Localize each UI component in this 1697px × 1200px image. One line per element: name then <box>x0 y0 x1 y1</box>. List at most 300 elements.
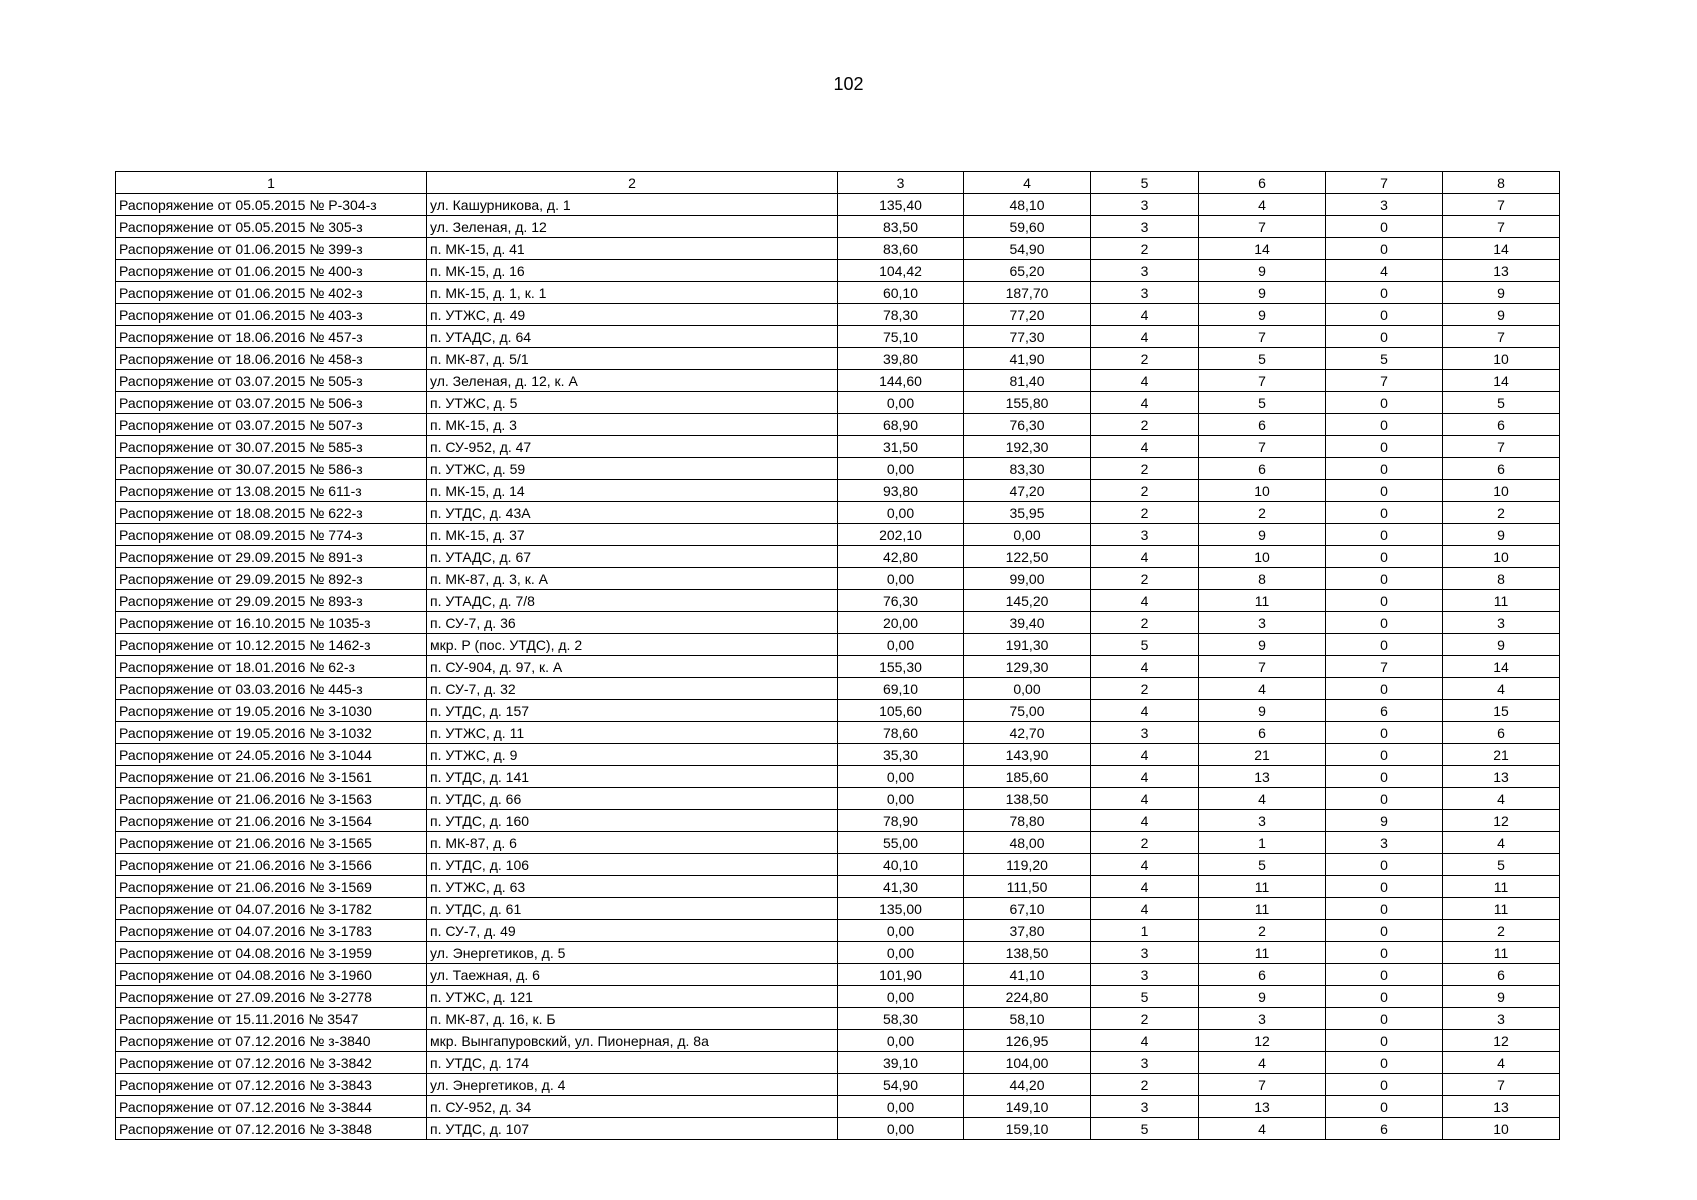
document-cell: Распоряжение от 19.05.2016 № 3-1032 <box>116 722 427 744</box>
value-col5-cell: 3 <box>1091 722 1199 744</box>
value-col8-cell: 7 <box>1443 326 1560 348</box>
value-col6-cell: 7 <box>1199 326 1326 348</box>
value-col6-cell: 6 <box>1199 722 1326 744</box>
value-col4-cell: 192,30 <box>964 436 1091 458</box>
value-col4-cell: 99,00 <box>964 568 1091 590</box>
table-row <box>116 832 1560 854</box>
value-col3-cell: 0,00 <box>838 788 964 810</box>
value-col5-cell: 4 <box>1091 854 1199 876</box>
value-col8-cell: 12 <box>1443 810 1560 832</box>
document-cell: Распоряжение от 21.06.2016 № 3-1563 <box>116 788 427 810</box>
value-col8-cell: 6 <box>1443 414 1560 436</box>
value-col3-cell: 0,00 <box>838 920 964 942</box>
value-col4-cell: 129,30 <box>964 656 1091 678</box>
header-row <box>116 172 1560 194</box>
address-cell: п. УТДС, д. 157 <box>427 700 838 722</box>
value-col6-cell: 9 <box>1199 304 1326 326</box>
value-col3-cell: 93,80 <box>838 480 964 502</box>
value-col5-cell: 2 <box>1091 832 1199 854</box>
value-col4-cell: 37,80 <box>964 920 1091 942</box>
table-row <box>116 414 1560 436</box>
table-row <box>116 1008 1560 1030</box>
value-col3-cell: 60,10 <box>838 282 964 304</box>
value-col8-cell: 9 <box>1443 304 1560 326</box>
table-row <box>116 1074 1560 1096</box>
document-cell: Распоряжение от 19.05.2016 № 3-1030 <box>116 700 427 722</box>
value-col4-cell: 0,00 <box>964 678 1091 700</box>
value-col5-cell: 4 <box>1091 392 1199 414</box>
value-col4-cell: 47,20 <box>964 480 1091 502</box>
value-col7-cell: 0 <box>1326 744 1443 766</box>
value-col5-cell: 2 <box>1091 348 1199 370</box>
page-number: 102 <box>833 74 864 94</box>
value-col3-cell: 0,00 <box>838 1096 964 1118</box>
address-cell: п. СУ-952, д. 34 <box>427 1096 838 1118</box>
value-col4-cell: 224,80 <box>964 986 1091 1008</box>
column-header: 6 <box>1199 172 1326 194</box>
value-col5-cell: 2 <box>1091 458 1199 480</box>
value-col8-cell: 9 <box>1443 986 1560 1008</box>
address-cell: п. УТЖС, д. 49 <box>427 304 838 326</box>
value-col3-cell: 78,90 <box>838 810 964 832</box>
address-cell: мкр. Вынгапуровский, ул. Пионерная, д. 8а <box>427 1030 838 1052</box>
value-col4-cell: 155,80 <box>964 392 1091 414</box>
document-cell: Распоряжение от 15.11.2016 № 3547 <box>116 1008 427 1030</box>
value-col3-cell: 31,50 <box>838 436 964 458</box>
value-col6-cell: 5 <box>1199 854 1326 876</box>
value-col4-cell: 44,20 <box>964 1074 1091 1096</box>
value-col8-cell: 6 <box>1443 458 1560 480</box>
value-col8-cell: 14 <box>1443 656 1560 678</box>
value-col8-cell: 2 <box>1443 502 1560 524</box>
value-col3-cell: 78,60 <box>838 722 964 744</box>
address-cell: п. МК-15, д. 3 <box>427 414 838 436</box>
document-cell: Распоряжение от 30.07.2015 № 585-з <box>116 436 427 458</box>
value-col6-cell: 12 <box>1199 1030 1326 1052</box>
value-col3-cell: 42,80 <box>838 546 964 568</box>
value-col6-cell: 2 <box>1199 920 1326 942</box>
table-row <box>116 678 1560 700</box>
value-col3-cell: 75,10 <box>838 326 964 348</box>
value-col3-cell: 135,00 <box>838 898 964 920</box>
value-col6-cell: 9 <box>1199 260 1326 282</box>
address-cell: п. УТДС, д. 66 <box>427 788 838 810</box>
value-col4-cell: 35,95 <box>964 502 1091 524</box>
address-cell: п. МК-15, д. 1, к. 1 <box>427 282 838 304</box>
value-col3-cell: 144,60 <box>838 370 964 392</box>
table-row <box>116 282 1560 304</box>
table-row <box>116 392 1560 414</box>
value-col4-cell: 77,20 <box>964 304 1091 326</box>
table-row <box>116 1096 1560 1118</box>
value-col4-cell: 159,10 <box>964 1118 1091 1140</box>
value-col6-cell: 4 <box>1199 194 1326 216</box>
document-cell: Распоряжение от 29.09.2015 № 893-з <box>116 590 427 612</box>
value-col4-cell: 122,50 <box>964 546 1091 568</box>
value-col6-cell: 4 <box>1199 678 1326 700</box>
value-col3-cell: 55,00 <box>838 832 964 854</box>
table-row <box>116 304 1560 326</box>
value-col5-cell: 3 <box>1091 216 1199 238</box>
value-col4-cell: 48,10 <box>964 194 1091 216</box>
value-col4-cell: 75,00 <box>964 700 1091 722</box>
value-col7-cell: 0 <box>1326 282 1443 304</box>
value-col8-cell: 8 <box>1443 568 1560 590</box>
document-cell: Распоряжение от 05.05.2015 № 305-з <box>116 216 427 238</box>
address-cell: п. УТДС, д. 43А <box>427 502 838 524</box>
value-col6-cell: 7 <box>1199 370 1326 392</box>
value-col7-cell: 6 <box>1326 1118 1443 1140</box>
address-cell: п. УТДС, д. 174 <box>427 1052 838 1074</box>
value-col8-cell: 4 <box>1443 788 1560 810</box>
value-col3-cell: 155,30 <box>838 656 964 678</box>
value-col7-cell: 0 <box>1326 634 1443 656</box>
value-col6-cell: 6 <box>1199 964 1326 986</box>
value-col8-cell: 14 <box>1443 238 1560 260</box>
value-col8-cell: 6 <box>1443 964 1560 986</box>
value-col5-cell: 3 <box>1091 260 1199 282</box>
value-col3-cell: 83,60 <box>838 238 964 260</box>
value-col6-cell: 8 <box>1199 568 1326 590</box>
value-col5-cell: 3 <box>1091 282 1199 304</box>
address-cell: п. УТДС, д. 61 <box>427 898 838 920</box>
value-col8-cell: 13 <box>1443 766 1560 788</box>
value-col7-cell: 3 <box>1326 832 1443 854</box>
value-col8-cell: 9 <box>1443 524 1560 546</box>
address-cell: п. СУ-7, д. 49 <box>427 920 838 942</box>
column-header: 7 <box>1326 172 1443 194</box>
value-col6-cell: 4 <box>1199 1052 1326 1074</box>
column-header: 8 <box>1443 172 1560 194</box>
value-col3-cell: 104,42 <box>838 260 964 282</box>
value-col4-cell: 187,70 <box>964 282 1091 304</box>
table-row <box>116 502 1560 524</box>
document-cell: Распоряжение от 03.07.2015 № 505-з <box>116 370 427 392</box>
value-col5-cell: 3 <box>1091 194 1199 216</box>
value-col7-cell: 0 <box>1326 502 1443 524</box>
table-row <box>116 898 1560 920</box>
address-cell: п. СУ-7, д. 32 <box>427 678 838 700</box>
value-col4-cell: 41,90 <box>964 348 1091 370</box>
document-cell: Распоряжение от 03.07.2015 № 507-з <box>116 414 427 436</box>
document-cell: Распоряжение от 21.06.2016 № 3-1564 <box>116 810 427 832</box>
value-col3-cell: 35,30 <box>838 744 964 766</box>
value-col7-cell: 0 <box>1326 1052 1443 1074</box>
value-col7-cell: 0 <box>1326 436 1443 458</box>
column-header: 2 <box>427 172 838 194</box>
document-cell: Распоряжение от 18.06.2016 № 457-з <box>116 326 427 348</box>
value-col4-cell: 126,95 <box>964 1030 1091 1052</box>
value-col7-cell: 0 <box>1326 1008 1443 1030</box>
table-row <box>116 766 1560 788</box>
value-col5-cell: 2 <box>1091 502 1199 524</box>
value-col7-cell: 0 <box>1326 458 1443 480</box>
value-col5-cell: 4 <box>1091 370 1199 392</box>
value-col8-cell: 10 <box>1443 480 1560 502</box>
value-col8-cell: 5 <box>1443 392 1560 414</box>
document-cell: Распоряжение от 01.06.2015 № 400-з <box>116 260 427 282</box>
table-row <box>116 458 1560 480</box>
value-col3-cell: 76,30 <box>838 590 964 612</box>
value-col6-cell: 5 <box>1199 392 1326 414</box>
value-col3-cell: 69,10 <box>838 678 964 700</box>
document-cell: Распоряжение от 24.05.2016 № 3-1044 <box>116 744 427 766</box>
value-col3-cell: 41,30 <box>838 876 964 898</box>
value-col6-cell: 7 <box>1199 436 1326 458</box>
value-col7-cell: 0 <box>1326 590 1443 612</box>
document-cell: Распоряжение от 04.08.2016 № 3-1960 <box>116 964 427 986</box>
value-col7-cell: 0 <box>1326 1096 1443 1118</box>
document-cell: Распоряжение от 21.06.2016 № 3-1561 <box>116 766 427 788</box>
value-col5-cell: 4 <box>1091 876 1199 898</box>
value-col6-cell: 7 <box>1199 656 1326 678</box>
document-cell: Распоряжение от 16.10.2015 № 1035-з <box>116 612 427 634</box>
value-col6-cell: 6 <box>1199 414 1326 436</box>
address-cell: п. УТДС, д. 107 <box>427 1118 838 1140</box>
value-col7-cell: 0 <box>1326 326 1443 348</box>
value-col7-cell: 0 <box>1326 612 1443 634</box>
value-col3-cell: 58,30 <box>838 1008 964 1030</box>
table-row <box>116 964 1560 986</box>
value-col7-cell: 5 <box>1326 348 1443 370</box>
value-col3-cell: 20,00 <box>838 612 964 634</box>
table-row <box>116 568 1560 590</box>
value-col5-cell: 4 <box>1091 590 1199 612</box>
address-cell: ул. Энергетиков, д. 4 <box>427 1074 838 1096</box>
value-col4-cell: 81,40 <box>964 370 1091 392</box>
value-col7-cell: 9 <box>1326 810 1443 832</box>
value-col7-cell: 0 <box>1326 920 1443 942</box>
document-cell: Распоряжение от 29.09.2015 № 892-з <box>116 568 427 590</box>
document-cell: Распоряжение от 04.07.2016 № 3-1782 <box>116 898 427 920</box>
value-col6-cell: 9 <box>1199 282 1326 304</box>
value-col6-cell: 9 <box>1199 524 1326 546</box>
address-cell: мкр. Р (пос. УТДС), д. 2 <box>427 634 838 656</box>
table-row <box>116 524 1560 546</box>
value-col8-cell: 5 <box>1443 854 1560 876</box>
document-cell: Распоряжение от 03.03.2016 № 445-з <box>116 678 427 700</box>
value-col4-cell: 185,60 <box>964 766 1091 788</box>
value-col8-cell: 11 <box>1443 590 1560 612</box>
table-row <box>116 370 1560 392</box>
value-col4-cell: 78,80 <box>964 810 1091 832</box>
value-col4-cell: 143,90 <box>964 744 1091 766</box>
value-col3-cell: 83,50 <box>838 216 964 238</box>
table-row <box>116 1030 1560 1052</box>
value-col8-cell: 11 <box>1443 876 1560 898</box>
value-col5-cell: 4 <box>1091 700 1199 722</box>
value-col8-cell: 13 <box>1443 1096 1560 1118</box>
value-col5-cell: 4 <box>1091 656 1199 678</box>
value-col8-cell: 13 <box>1443 260 1560 282</box>
value-col8-cell: 12 <box>1443 1030 1560 1052</box>
value-col8-cell: 2 <box>1443 920 1560 942</box>
data-table <box>115 171 1560 1140</box>
value-col6-cell: 9 <box>1199 634 1326 656</box>
value-col4-cell: 58,10 <box>964 1008 1091 1030</box>
table-row <box>116 612 1560 634</box>
value-col3-cell: 0,00 <box>838 942 964 964</box>
value-col7-cell: 0 <box>1326 480 1443 502</box>
value-col5-cell: 2 <box>1091 414 1199 436</box>
document-cell: Распоряжение от 07.12.2016 № 3-3848 <box>116 1118 427 1140</box>
document-cell: Распоряжение от 13.08.2015 № 611-з <box>116 480 427 502</box>
value-col7-cell: 0 <box>1326 986 1443 1008</box>
value-col7-cell: 0 <box>1326 766 1443 788</box>
document-cell: Распоряжение от 07.12.2016 № з-3840 <box>116 1030 427 1052</box>
value-col5-cell: 4 <box>1091 1030 1199 1052</box>
address-cell: п. УТАДС, д. 64 <box>427 326 838 348</box>
value-col5-cell: 2 <box>1091 480 1199 502</box>
value-col8-cell: 10 <box>1443 546 1560 568</box>
table-row <box>116 920 1560 942</box>
value-col6-cell: 10 <box>1199 480 1326 502</box>
value-col6-cell: 3 <box>1199 810 1326 832</box>
value-col7-cell: 4 <box>1326 260 1443 282</box>
table-row <box>116 326 1560 348</box>
address-cell: п. УТАДС, д. 67 <box>427 546 838 568</box>
value-col7-cell: 0 <box>1326 238 1443 260</box>
address-cell: п. УТЖС, д. 63 <box>427 876 838 898</box>
column-header: 5 <box>1091 172 1199 194</box>
value-col6-cell: 13 <box>1199 766 1326 788</box>
table-row <box>116 436 1560 458</box>
value-col7-cell: 3 <box>1326 194 1443 216</box>
value-col3-cell: 105,60 <box>838 700 964 722</box>
document-cell: Распоряжение от 21.06.2016 № 3-1565 <box>116 832 427 854</box>
value-col3-cell: 78,30 <box>838 304 964 326</box>
table-row <box>116 194 1560 216</box>
address-cell: п. УТЖС, д. 5 <box>427 392 838 414</box>
address-cell: п. МК-87, д. 5/1 <box>427 348 838 370</box>
value-col5-cell: 2 <box>1091 238 1199 260</box>
value-col4-cell: 76,30 <box>964 414 1091 436</box>
address-cell: п. МК-15, д. 37 <box>427 524 838 546</box>
value-col4-cell: 119,20 <box>964 854 1091 876</box>
value-col8-cell: 7 <box>1443 216 1560 238</box>
value-col5-cell: 3 <box>1091 1052 1199 1074</box>
value-col6-cell: 7 <box>1199 1074 1326 1096</box>
document-cell: Распоряжение от 07.12.2016 № 3-3844 <box>116 1096 427 1118</box>
value-col3-cell: 202,10 <box>838 524 964 546</box>
document-cell: Распоряжение от 01.06.2015 № 402-з <box>116 282 427 304</box>
document-cell: Распоряжение от 01.06.2015 № 403-з <box>116 304 427 326</box>
value-col3-cell: 101,90 <box>838 964 964 986</box>
value-col4-cell: 59,60 <box>964 216 1091 238</box>
value-col3-cell: 39,10 <box>838 1052 964 1074</box>
value-col4-cell: 41,10 <box>964 964 1091 986</box>
value-col3-cell: 54,90 <box>838 1074 964 1096</box>
table-row <box>116 722 1560 744</box>
value-col7-cell: 0 <box>1326 1030 1443 1052</box>
value-col4-cell: 138,50 <box>964 788 1091 810</box>
value-col6-cell: 11 <box>1199 590 1326 612</box>
value-col7-cell: 0 <box>1326 898 1443 920</box>
table-row <box>116 810 1560 832</box>
value-col8-cell: 7 <box>1443 1074 1560 1096</box>
value-col7-cell: 0 <box>1326 964 1443 986</box>
value-col8-cell: 4 <box>1443 832 1560 854</box>
value-col8-cell: 7 <box>1443 194 1560 216</box>
document-cell: Распоряжение от 18.01.2016 № 62-з <box>116 656 427 678</box>
value-col3-cell: 0,00 <box>838 502 964 524</box>
value-col4-cell: 48,00 <box>964 832 1091 854</box>
address-cell: п. МК-87, д. 3, к. А <box>427 568 838 590</box>
table-row <box>116 876 1560 898</box>
value-col7-cell: 0 <box>1326 546 1443 568</box>
value-col6-cell: 11 <box>1199 876 1326 898</box>
table-row <box>116 590 1560 612</box>
value-col8-cell: 4 <box>1443 1052 1560 1074</box>
value-col7-cell: 0 <box>1326 854 1443 876</box>
value-col5-cell: 4 <box>1091 766 1199 788</box>
table-body <box>116 194 1560 1140</box>
table-row <box>116 788 1560 810</box>
document-cell: Распоряжение от 21.06.2016 № 3-1566 <box>116 854 427 876</box>
value-col5-cell: 3 <box>1091 524 1199 546</box>
value-col5-cell: 4 <box>1091 546 1199 568</box>
table-row <box>116 546 1560 568</box>
value-col6-cell: 21 <box>1199 744 1326 766</box>
table-row <box>116 986 1560 1008</box>
value-col8-cell: 3 <box>1443 612 1560 634</box>
value-col8-cell: 15 <box>1443 700 1560 722</box>
value-col5-cell: 2 <box>1091 1008 1199 1030</box>
value-col6-cell: 11 <box>1199 942 1326 964</box>
value-col8-cell: 9 <box>1443 282 1560 304</box>
document-cell: Распоряжение от 29.09.2015 № 891-з <box>116 546 427 568</box>
address-cell: п. УТЖС, д. 9 <box>427 744 838 766</box>
document-cell: Распоряжение от 01.06.2015 № 399-з <box>116 238 427 260</box>
table-row <box>116 1118 1560 1140</box>
value-col7-cell: 0 <box>1326 568 1443 590</box>
address-cell: ул. Таежная, д. 6 <box>427 964 838 986</box>
value-col3-cell: 0,00 <box>838 568 964 590</box>
document-cell: Распоряжение от 07.12.2016 № 3-3843 <box>116 1074 427 1096</box>
table-row <box>116 348 1560 370</box>
address-cell: п. МК-15, д. 16 <box>427 260 838 282</box>
value-col8-cell: 9 <box>1443 634 1560 656</box>
value-col6-cell: 5 <box>1199 348 1326 370</box>
address-cell: п. УТАДС, д. 7/8 <box>427 590 838 612</box>
value-col5-cell: 5 <box>1091 1118 1199 1140</box>
table-row <box>116 744 1560 766</box>
value-col4-cell: 0,00 <box>964 524 1091 546</box>
value-col3-cell: 40,10 <box>838 854 964 876</box>
value-col4-cell: 54,90 <box>964 238 1091 260</box>
value-col5-cell: 4 <box>1091 744 1199 766</box>
document-cell: Распоряжение от 03.07.2015 № 506-з <box>116 392 427 414</box>
value-col5-cell: 3 <box>1091 1096 1199 1118</box>
value-col3-cell: 0,00 <box>838 634 964 656</box>
value-col5-cell: 2 <box>1091 678 1199 700</box>
value-col7-cell: 7 <box>1326 656 1443 678</box>
value-col5-cell: 3 <box>1091 942 1199 964</box>
value-col3-cell: 135,40 <box>838 194 964 216</box>
address-cell: п. СУ-7, д. 36 <box>427 612 838 634</box>
value-col6-cell: 14 <box>1199 238 1326 260</box>
value-col4-cell: 39,40 <box>964 612 1091 634</box>
document-cell: Распоряжение от 08.09.2015 № 774-з <box>116 524 427 546</box>
table-row <box>116 656 1560 678</box>
value-col8-cell: 10 <box>1443 1118 1560 1140</box>
document-cell: Распоряжение от 10.12.2015 № 1462-з <box>116 634 427 656</box>
table-row <box>116 942 1560 964</box>
value-col8-cell: 4 <box>1443 678 1560 700</box>
document-cell: Распоряжение от 04.07.2016 № 3-1783 <box>116 920 427 942</box>
table-row <box>116 634 1560 656</box>
value-col4-cell: 83,30 <box>964 458 1091 480</box>
